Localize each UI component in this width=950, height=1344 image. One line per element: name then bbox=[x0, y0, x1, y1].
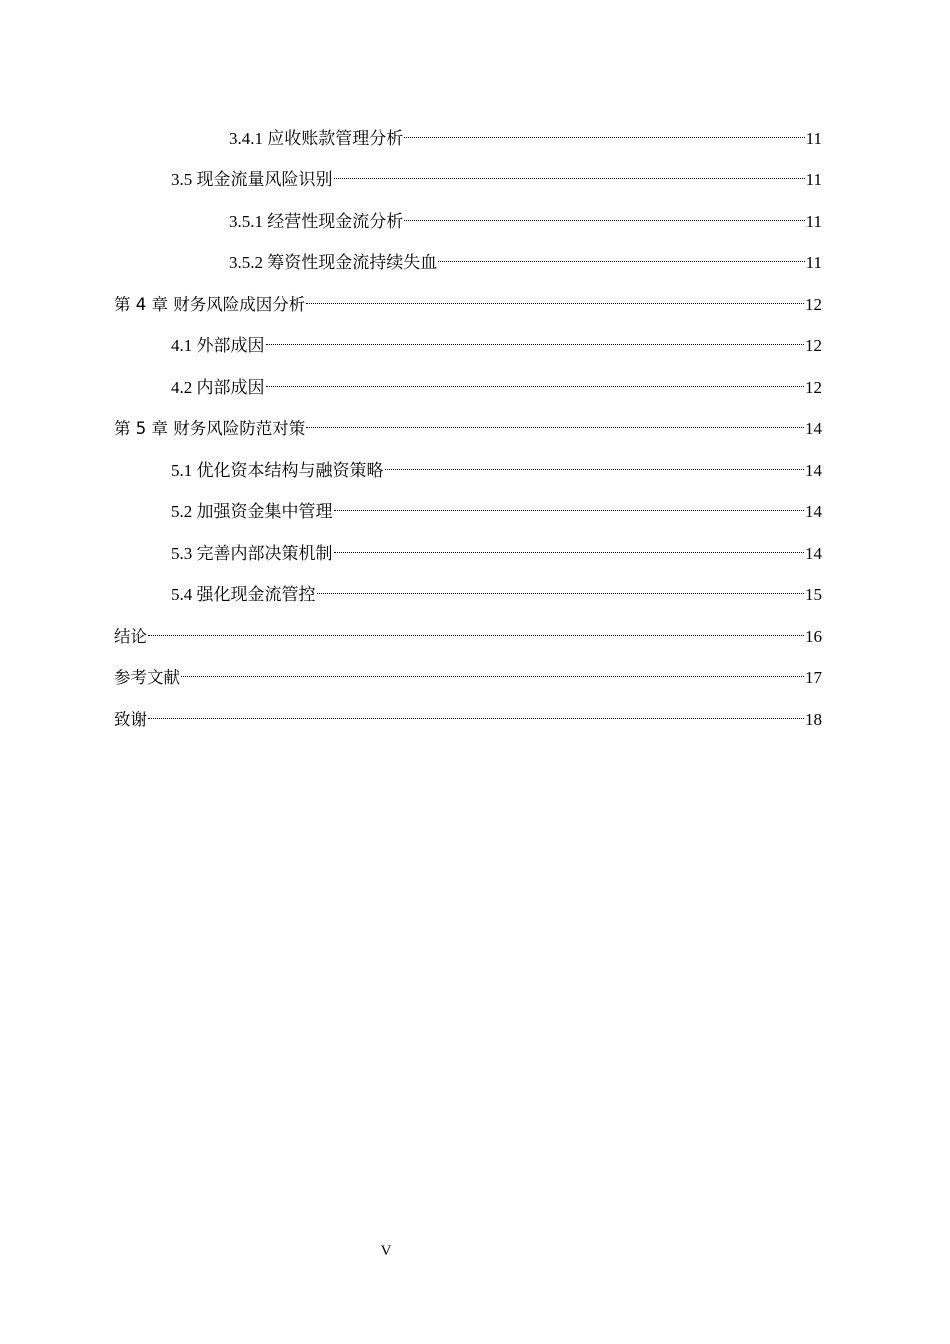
toc-entry-title: 第 5 章 财务风险防范对策 bbox=[114, 419, 306, 438]
toc-dot-leader bbox=[306, 410, 804, 434]
toc-entry-chapter-4[interactable] bbox=[114, 286, 822, 314]
toc-entry-title: 5.2 加强资金集中管理 bbox=[171, 502, 333, 521]
toc-entry-3-5-1[interactable] bbox=[229, 203, 822, 231]
toc-entry-title: 致谢 bbox=[114, 710, 147, 729]
toc-entry-4-1[interactable] bbox=[171, 327, 822, 355]
toc-entry-title: 5.4 强化现金流管控 bbox=[171, 585, 316, 604]
toc-page-number: 12 bbox=[805, 378, 822, 397]
toc-entry-references[interactable] bbox=[114, 659, 822, 687]
toc-page-number: 18 bbox=[805, 710, 822, 729]
toc-entry-3-5[interactable] bbox=[171, 161, 822, 189]
toc-entry-5-2[interactable] bbox=[171, 493, 822, 521]
toc-page-number: 15 bbox=[805, 585, 822, 604]
toc-page-number: 17 bbox=[805, 668, 822, 687]
toc-entry-3-4-1[interactable] bbox=[229, 120, 822, 148]
page-number-footer: V bbox=[380, 1243, 392, 1259]
toc-page-number: 11 bbox=[805, 170, 822, 189]
toc-dot-leader bbox=[404, 203, 804, 227]
toc-entry-acknowledgements[interactable] bbox=[114, 701, 822, 729]
toc-page-number: 16 bbox=[805, 627, 822, 646]
toc-dot-leader bbox=[317, 576, 805, 600]
toc-dot-leader bbox=[266, 369, 805, 393]
toc-page-number: 14 bbox=[805, 502, 822, 521]
toc-page-number: 11 bbox=[805, 253, 822, 272]
toc-entry-3-5-2[interactable] bbox=[229, 244, 822, 272]
toc-page-number: 11 bbox=[805, 129, 822, 148]
toc-entry-title: 结论 bbox=[114, 627, 147, 646]
toc-dot-leader bbox=[438, 244, 804, 268]
toc-dot-leader bbox=[385, 452, 805, 476]
toc-dot-leader bbox=[404, 120, 804, 144]
toc-entry-title: 3.4.1 应收账款管理分析 bbox=[229, 129, 404, 148]
toc-dot-leader bbox=[266, 327, 805, 351]
toc-entry-title: 参考文献 bbox=[114, 668, 180, 687]
toc-entry-title: 3.5.2 筹资性现金流持续失血 bbox=[229, 253, 438, 272]
toc-entry-title: 5.3 完善内部决策机制 bbox=[171, 544, 333, 563]
toc-entry-title: 4.1 外部成因 bbox=[171, 336, 265, 355]
toc-entry-conclusion[interactable] bbox=[114, 618, 822, 646]
toc-dot-leader bbox=[334, 535, 805, 559]
toc-entry-5-1[interactable] bbox=[171, 452, 822, 480]
toc-dot-leader bbox=[306, 286, 804, 310]
toc-page-number: 14 bbox=[805, 461, 822, 480]
toc-dot-leader bbox=[181, 659, 804, 683]
toc-dot-leader bbox=[334, 493, 805, 517]
toc-dot-leader bbox=[148, 618, 804, 642]
toc-entry-title: 3.5 现金流量风险识别 bbox=[171, 170, 333, 189]
toc-dot-leader bbox=[148, 701, 804, 725]
toc-page-number: 12 bbox=[805, 295, 822, 314]
toc-entry-title: 第 4 章 财务风险成因分析 bbox=[114, 295, 306, 314]
toc-dot-leader bbox=[334, 161, 805, 185]
toc-entry-title: 5.1 优化资本结构与融资策略 bbox=[171, 461, 384, 480]
toc-page-number: 11 bbox=[805, 212, 822, 231]
toc-page-number: 14 bbox=[805, 419, 822, 438]
toc-entry-5-4[interactable] bbox=[171, 576, 822, 604]
toc-entry-title: 3.5.1 经营性现金流分析 bbox=[229, 212, 404, 231]
toc-entry-5-3[interactable] bbox=[171, 535, 822, 563]
toc-page-number: 14 bbox=[805, 544, 822, 563]
toc-entry-4-2[interactable] bbox=[171, 369, 822, 397]
toc-entry-chapter-5[interactable] bbox=[114, 410, 822, 438]
toc-entry-title: 4.2 内部成因 bbox=[171, 378, 265, 397]
toc-page-number: 12 bbox=[805, 336, 822, 355]
